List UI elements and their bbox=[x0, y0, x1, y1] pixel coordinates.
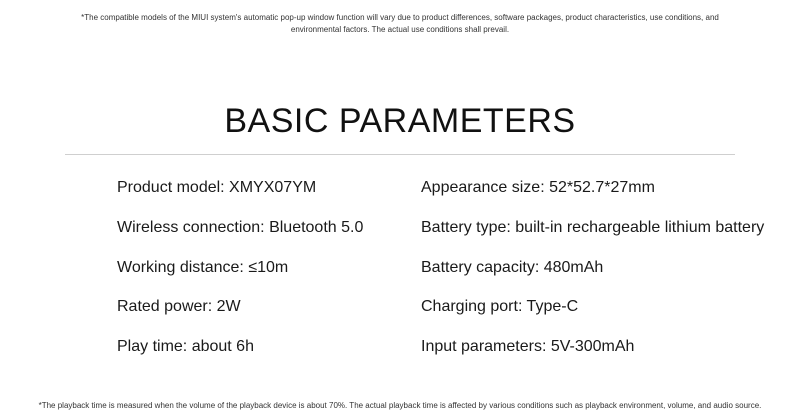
title-divider bbox=[65, 154, 735, 155]
param-input-parameters: Input parameters: 5V-300mAh bbox=[421, 338, 635, 355]
param-charging-port: Charging port: Type-C bbox=[421, 298, 579, 315]
param-appearance-size: Appearance size: 52*52.7*27mm bbox=[421, 179, 655, 196]
param-battery-capacity: Battery capacity: 480mAh bbox=[421, 259, 604, 276]
compatibility-footnote: *The compatible models of the MIUI system's automatic pop-up window function will vary due to product differences, software packages, product characteristics, use conditions, and environmental factors. The actual use conditions shall prevail. bbox=[81, 13, 719, 34]
param-rated-power: Rated power: 2W bbox=[117, 298, 241, 315]
param-play-time: Play time: about 6h bbox=[117, 338, 254, 355]
section-title: BASIC PARAMETERS bbox=[224, 102, 576, 140]
playback-footnote: *The playback time is measured when the volume of the playback device is about 70%. The actual playback time is affected by various conditions such as playback environment, volume, and audio source. bbox=[38, 401, 762, 410]
param-wireless-connection: Wireless connection: Bluetooth 5.0 bbox=[117, 219, 364, 236]
param-battery-type: Battery type: built-in rechargeable lithium battery bbox=[421, 219, 765, 236]
param-product-model: Product model: XMYX07YM bbox=[117, 179, 317, 196]
param-working-distance: Working distance: ≤10m bbox=[117, 259, 289, 276]
